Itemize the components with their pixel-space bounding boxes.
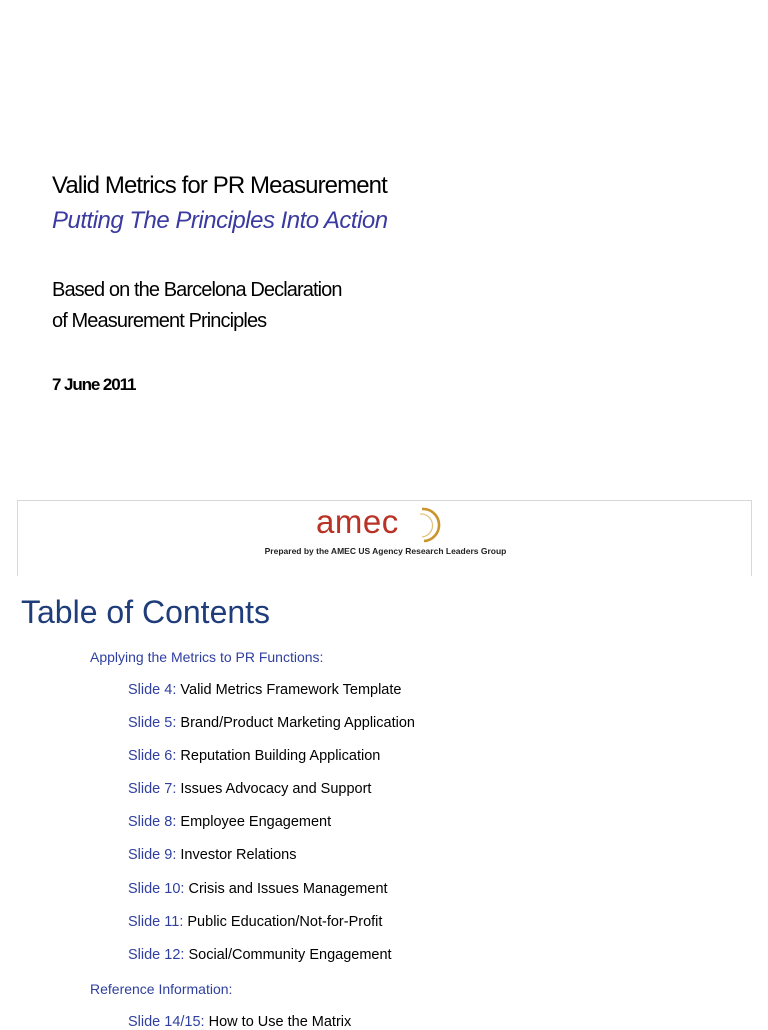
toc-item (128, 748, 380, 764)
toc-item-label: Issues Advocacy and Support (180, 781, 372, 797)
amec-logo-text: amec (316, 503, 399, 540)
toc-title: Table of Contents (21, 594, 271, 630)
toc-item-slide: Slide 4: (128, 682, 177, 698)
toc-item (128, 947, 392, 963)
toc-item-slide: Slide 12: (128, 947, 185, 963)
cover-title: Valid Metrics for PR Measurement (52, 172, 387, 199)
toc-item-label: Brand/Product Marketing Application (180, 715, 415, 731)
cover-based-line-1: Based on the Barcelona Declaration (52, 279, 342, 301)
toc-item (128, 881, 388, 897)
toc-item (128, 847, 296, 863)
toc-item-label: Public Education/Not-for-Profit (187, 914, 383, 930)
toc-item-slide: Slide 11: (128, 914, 184, 930)
toc-item-label: Valid Metrics Framework Template (180, 682, 402, 698)
toc-item (128, 1014, 351, 1030)
toc-item-slide: Slide 6: (128, 748, 177, 764)
cover-subtitle: Putting The Principles Into Action (52, 207, 388, 234)
prepared-by: Prepared by the AMEC US Agency Research Leaders Group (264, 546, 507, 556)
toc-section-reference: Reference Information: (90, 981, 233, 997)
toc-item-label: Reputation Building Application (180, 748, 381, 764)
toc-item-slide: Slide 7: (128, 781, 177, 797)
cover-footer (17, 500, 752, 576)
toc-item (128, 914, 382, 930)
toc-item-slide: Slide 8: (128, 814, 177, 830)
toc-item-slide: Slide 5: (128, 715, 177, 731)
toc-item-slide: Slide 10: (128, 881, 185, 897)
toc-item-slide: Slide 14/15: (128, 1014, 205, 1030)
toc-item-label: How to Use the Matrix (208, 1014, 352, 1030)
cover-based-line-2: of Measurement Principles (52, 310, 267, 332)
amec-logo (316, 501, 456, 547)
toc-item-label: Crisis and Issues Management (188, 881, 388, 897)
toc-item (128, 715, 415, 731)
toc-item-label: Employee Engagement (180, 814, 332, 830)
toc-item (128, 781, 371, 797)
toc-item-label: Investor Relations (180, 847, 297, 863)
toc-section-functions: Applying the Metrics to PR Functions: (90, 649, 324, 665)
toc-item (128, 814, 331, 830)
toc-item (128, 682, 401, 698)
toc-item-slide: Slide 9: (128, 847, 177, 863)
toc-item-label: Social/Community Engagement (188, 947, 392, 963)
cover-date: 7 June 2011 (52, 375, 136, 394)
